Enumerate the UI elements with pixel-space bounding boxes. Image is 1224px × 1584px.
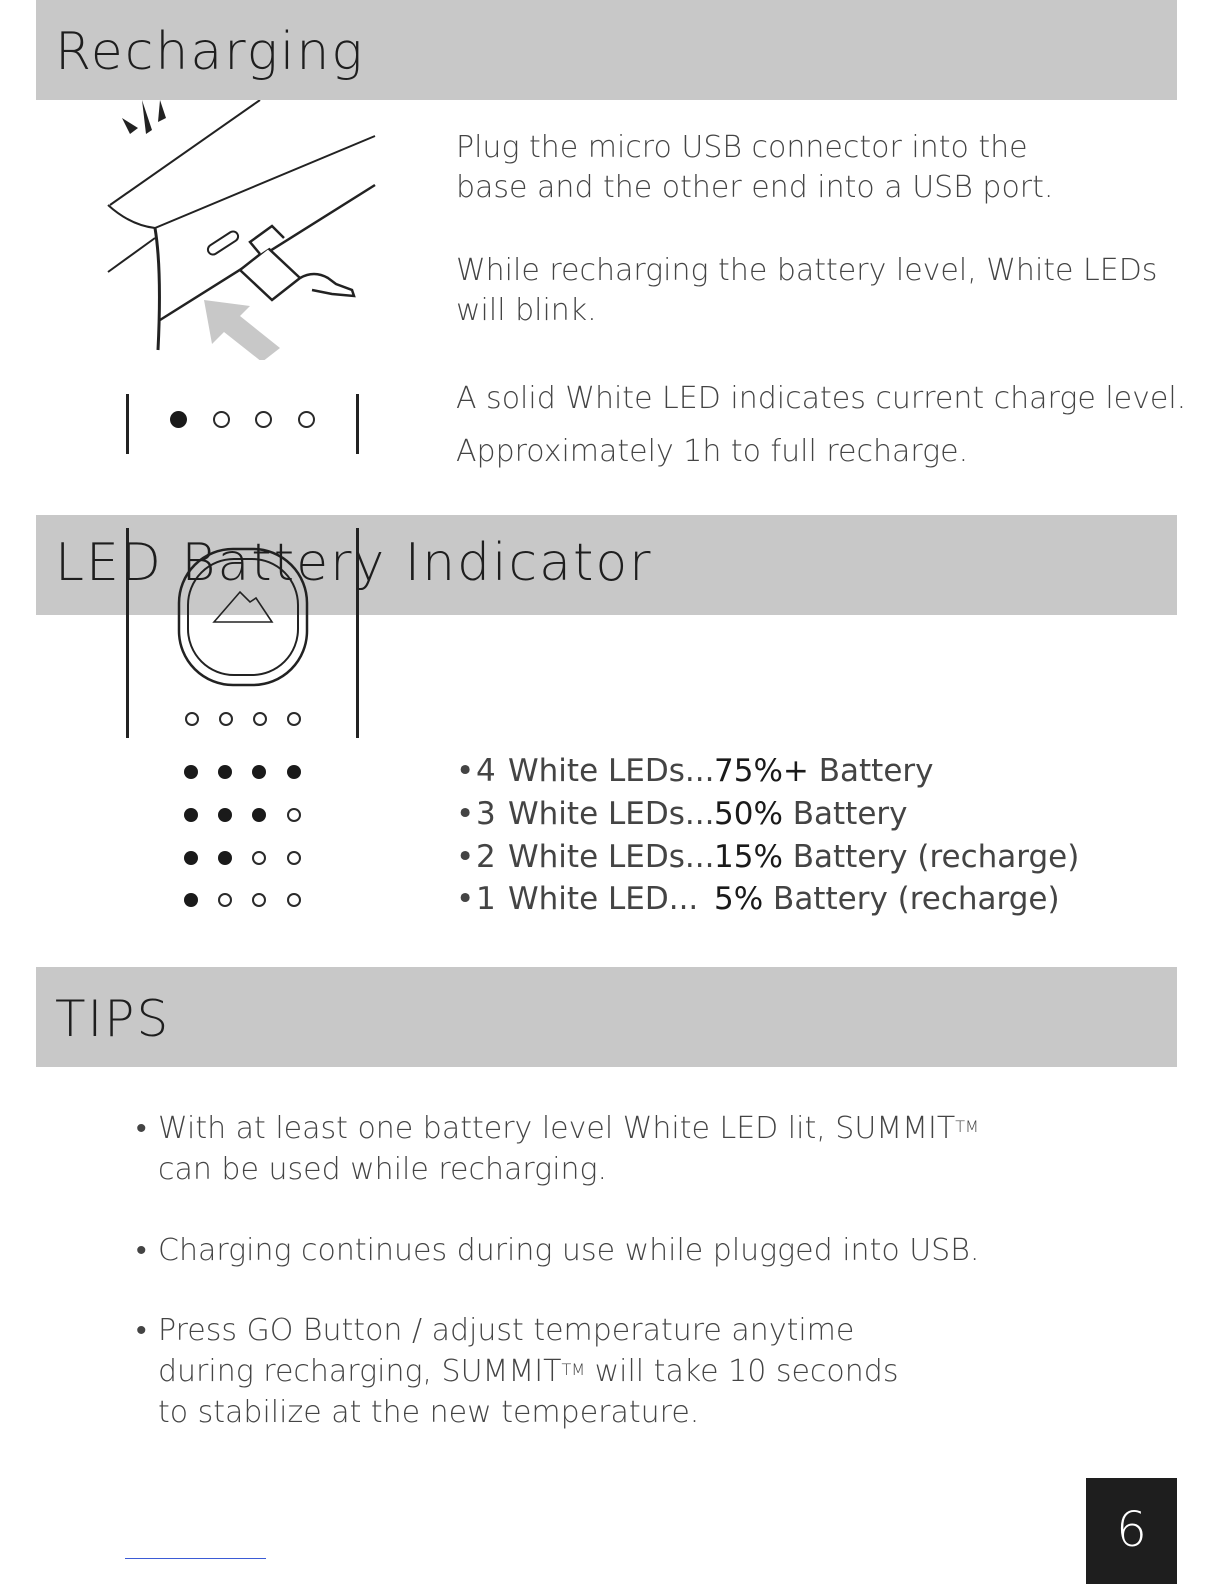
- led-label: White LEDs...: [508, 839, 715, 875]
- recharge-instruction-2: [456, 251, 1157, 331]
- indicator-bracket-right: [356, 394, 359, 454]
- recharge-instruction-1: [456, 128, 1053, 208]
- battery-level-row-2: [456, 837, 1079, 877]
- bullet: •: [136, 1233, 147, 1268]
- battery-percent: 75%+: [714, 753, 809, 789]
- bullet: •: [456, 753, 475, 789]
- trademark: TM: [955, 1117, 979, 1136]
- tips-header-band: [36, 967, 1177, 1067]
- led: [184, 851, 198, 865]
- battery-percent: 5%: [714, 881, 764, 917]
- usb-plug-into-device-illustration: [100, 100, 380, 360]
- device-led-3: [253, 712, 267, 726]
- tip-1-line-2: can be used while recharging.: [158, 1152, 608, 1187]
- led-count: 1: [476, 881, 496, 917]
- tip-3-line-1: Press GO Button / adjust temperature anytime: [158, 1313, 855, 1348]
- battery-desc: Battery (recharge): [773, 881, 1060, 917]
- battery-level-row-3: [456, 794, 908, 834]
- device-led-1: [185, 712, 199, 726]
- led: [184, 808, 198, 822]
- indicator-led-4: [298, 411, 315, 428]
- bullet: •: [456, 796, 475, 832]
- battery-level-row-4: [456, 751, 934, 791]
- led: [218, 765, 232, 779]
- indicator-bracket-left: [126, 394, 129, 454]
- led: [287, 765, 301, 779]
- recharge-instruction-2-line-2: will blink.: [456, 293, 597, 328]
- indicator-led-3: [255, 411, 272, 428]
- bullet: •: [456, 881, 475, 917]
- led-label: White LEDs...: [508, 753, 715, 789]
- recharging-title: Recharging: [55, 22, 365, 82]
- indicator-led-1: [170, 411, 187, 428]
- bullet: •: [136, 1111, 147, 1146]
- device-led-4: [287, 712, 301, 726]
- led-label: White LEDs...: [508, 796, 715, 832]
- tip-3-text-a: during recharging, SUMMIT: [158, 1354, 562, 1389]
- page-number-box: [1086, 1478, 1177, 1584]
- tip-3-text-b: will take 10 seconds: [585, 1354, 899, 1389]
- recharge-instruction-3-line-1: A solid White LED indicates current charge level.: [456, 381, 1187, 416]
- battery-desc: Battery: [792, 796, 908, 832]
- led: [184, 893, 198, 907]
- led: [218, 851, 232, 865]
- led: [184, 765, 198, 779]
- recharge-instruction-3-line-2: Approximately 1h to full recharge.: [456, 434, 969, 469]
- page-number: 6: [1116, 1502, 1147, 1558]
- led-count: 3: [476, 796, 496, 832]
- led: [252, 765, 266, 779]
- tip-2-text: Charging continues during use while plugged into USB.: [158, 1233, 980, 1268]
- led: [252, 851, 266, 865]
- battery-desc: Battery: [818, 753, 934, 789]
- battery-level-row-1: [456, 879, 1060, 919]
- led-indicator-title: LED Battery Indicator: [55, 533, 653, 593]
- led: [252, 893, 266, 907]
- trademark: TM: [561, 1360, 586, 1379]
- tip-3-line-2: [158, 1351, 898, 1392]
- recharge-instruction-2-line-1: While recharging the battery level, White LEDs: [456, 253, 1158, 288]
- battery-percent: 50%: [714, 796, 783, 832]
- led: [287, 808, 301, 822]
- tip-1-line-1: [158, 1108, 979, 1149]
- recharge-instruction-1-line-1: Plug the micro USB connector into the: [456, 130, 1028, 165]
- bullet: •: [456, 839, 475, 875]
- led-label: White LED...: [508, 881, 699, 917]
- recharge-instruction-3: [456, 372, 1186, 478]
- bullet: •: [136, 1313, 147, 1348]
- indicator-led-2: [213, 411, 230, 428]
- device-led-2: [219, 712, 233, 726]
- footer-link-underline[interactable]: [125, 1558, 266, 1559]
- battery-desc: Battery (recharge): [792, 839, 1080, 875]
- led: [287, 893, 301, 907]
- charge-indicator-panel: [126, 394, 360, 456]
- battery-percent: 15%: [714, 839, 783, 875]
- led: [218, 808, 232, 822]
- tips-title: TIPS: [55, 990, 171, 1048]
- led: [218, 893, 232, 907]
- recharge-instruction-1-line-2: base and the other end into a USB port.: [456, 170, 1054, 205]
- led: [287, 851, 301, 865]
- led-count: 4: [476, 753, 496, 789]
- tip-1-text: With at least one battery level White LED lit, SUMMIT: [158, 1111, 956, 1146]
- tip-3-line-3: to stabilize at the new temperature.: [158, 1395, 700, 1430]
- led: [252, 808, 266, 822]
- led-count: 2: [476, 839, 496, 875]
